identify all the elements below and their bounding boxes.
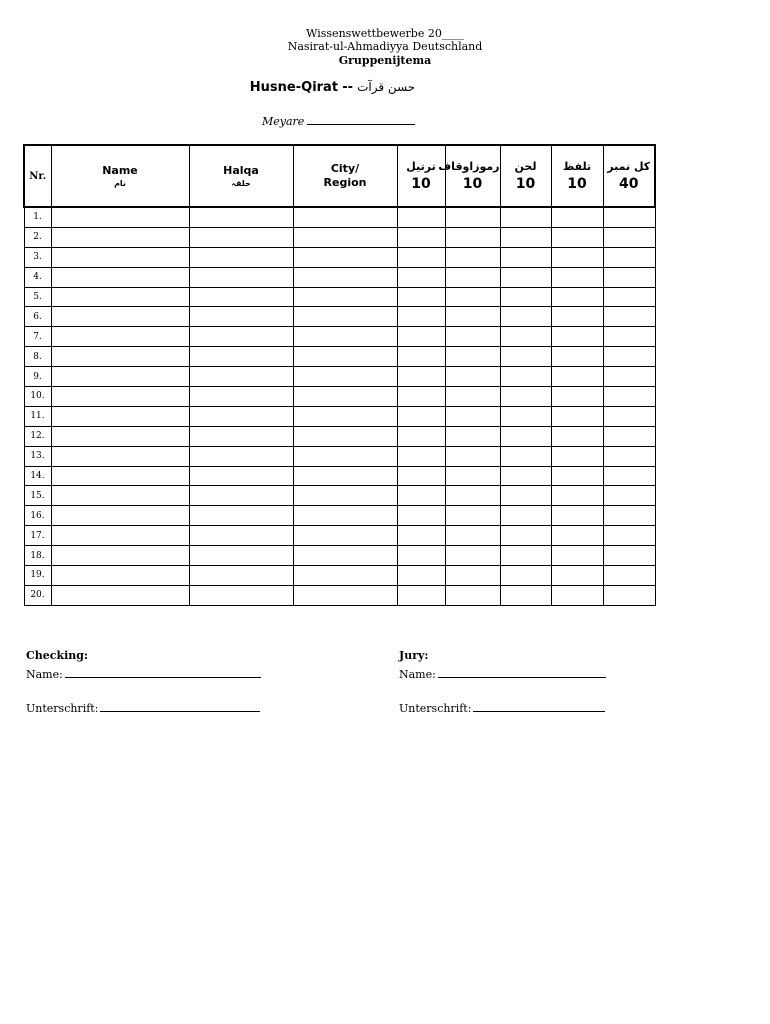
city-region-cell[interactable] — [293, 566, 397, 586]
total-cell[interactable] — [603, 486, 655, 506]
row-number: 9. — [24, 367, 51, 387]
rumooz-auqaf-cell[interactable] — [445, 307, 500, 327]
halqa-cell[interactable] — [189, 585, 293, 605]
lahn-cell[interactable] — [500, 307, 551, 327]
meyare-field — [262, 115, 415, 128]
row-number: 10. — [24, 387, 51, 407]
tarteel-cell[interactable] — [397, 526, 445, 546]
tarteel-cell[interactable] — [397, 327, 445, 347]
row-number: 16. — [24, 506, 51, 526]
rumooz-auqaf-cell[interactable] — [445, 546, 500, 566]
total-cell[interactable] — [603, 367, 655, 387]
halqa-cell[interactable] — [189, 506, 293, 526]
rumooz-auqaf-cell[interactable] — [445, 426, 500, 446]
row-number: 8. — [24, 347, 51, 367]
talaffuz-cell[interactable] — [551, 546, 603, 566]
rumooz-auqaf-cell[interactable] — [445, 406, 500, 426]
row-number: 15. — [24, 486, 51, 506]
halqa-cell[interactable] — [189, 406, 293, 426]
city-region-cell[interactable] — [293, 247, 397, 267]
total-cell[interactable] — [603, 347, 655, 367]
total-cell[interactable] — [603, 406, 655, 426]
rumooz-auqaf-cell[interactable] — [445, 566, 500, 586]
checking-name-label: Name: — [26, 668, 63, 681]
table-row — [24, 585, 655, 605]
table-header-row — [24, 145, 655, 207]
lahn-cell[interactable] — [500, 387, 551, 407]
checking-name-field — [26, 668, 261, 681]
total-cell[interactable] — [603, 466, 655, 486]
city-region-cell[interactable] — [293, 227, 397, 247]
talaffuz-cell[interactable] — [551, 267, 603, 287]
name-cell[interactable] — [51, 406, 189, 426]
lahn-cell[interactable] — [500, 566, 551, 586]
table-row — [24, 307, 655, 327]
halqa-cell[interactable] — [189, 367, 293, 387]
name-cell[interactable] — [51, 446, 189, 466]
rumooz-auqaf-cell[interactable] — [445, 347, 500, 367]
tarteel-cell[interactable] — [397, 387, 445, 407]
lahn-cell[interactable] — [500, 207, 551, 227]
column-header-city-region: City/ Region — [293, 145, 397, 207]
lahn-cell[interactable] — [500, 247, 551, 267]
name-cell[interactable] — [51, 327, 189, 347]
row-number: 1. — [24, 207, 51, 227]
column-header-tarteel: ترتیل 10 — [397, 145, 445, 207]
total-cell[interactable] — [603, 307, 655, 327]
total-cell[interactable] — [603, 526, 655, 546]
talaffuz-cell[interactable] — [551, 327, 603, 347]
tarteel-cell[interactable] — [397, 566, 445, 586]
total-cell[interactable] — [603, 585, 655, 605]
name-cell[interactable] — [51, 367, 189, 387]
rumooz-auqaf-cell[interactable] — [445, 367, 500, 387]
table-row — [24, 227, 655, 247]
name-cell[interactable] — [51, 585, 189, 605]
talaffuz-cell[interactable] — [551, 287, 603, 307]
checking-signature-label: Unterschrift: — [26, 702, 99, 715]
rumooz-auqaf-cell[interactable] — [445, 207, 500, 227]
tarteel-cell[interactable] — [397, 426, 445, 446]
talaffuz-cell[interactable] — [551, 347, 603, 367]
row-number: 7. — [24, 327, 51, 347]
talaffuz-cell[interactable] — [551, 426, 603, 446]
rumooz-auqaf-cell[interactable] — [445, 287, 500, 307]
checking-heading: Checking: — [26, 649, 88, 662]
table-row — [24, 387, 655, 407]
name-cell[interactable] — [51, 287, 189, 307]
column-header-name: Name نام — [51, 145, 189, 207]
table-row — [24, 426, 655, 446]
lahn-cell[interactable] — [500, 347, 551, 367]
column-header-talaffuz: تلفظ 10 — [551, 145, 603, 207]
checking-signature-line[interactable] — [100, 711, 260, 712]
column-header-nr: Nr. — [24, 145, 51, 207]
city-region-cell[interactable] — [293, 307, 397, 327]
rumooz-auqaf-cell[interactable] — [445, 327, 500, 347]
jury-signature-label: Unterschrift: — [399, 702, 472, 715]
city-region-cell[interactable] — [293, 347, 397, 367]
table-row — [24, 506, 655, 526]
halqa-cell[interactable] — [189, 387, 293, 407]
name-cell[interactable] — [51, 247, 189, 267]
name-cell[interactable] — [51, 426, 189, 446]
name-cell[interactable] — [51, 347, 189, 367]
name-cell[interactable] — [51, 207, 189, 227]
table-row — [24, 267, 655, 287]
talaffuz-cell[interactable] — [551, 486, 603, 506]
lahn-cell[interactable] — [500, 585, 551, 605]
table-row — [24, 207, 655, 227]
rumooz-auqaf-cell[interactable] — [445, 466, 500, 486]
halqa-cell[interactable] — [189, 327, 293, 347]
talaffuz-cell[interactable] — [551, 367, 603, 387]
lahn-cell[interactable] — [500, 267, 551, 287]
talaffuz-cell[interactable] — [551, 387, 603, 407]
lahn-cell[interactable] — [500, 287, 551, 307]
jury-signature-line[interactable] — [473, 711, 605, 712]
halqa-cell[interactable] — [189, 526, 293, 546]
city-region-cell[interactable] — [293, 486, 397, 506]
rumooz-auqaf-cell[interactable] — [445, 227, 500, 247]
halqa-cell[interactable] — [189, 227, 293, 247]
city-region-cell[interactable] — [293, 546, 397, 566]
table-row — [24, 446, 655, 466]
row-number: 4. — [24, 267, 51, 287]
rumooz-auqaf-cell[interactable] — [445, 506, 500, 526]
tarteel-cell[interactable] — [397, 585, 445, 605]
lahn-cell[interactable] — [500, 466, 551, 486]
city-region-cell[interactable] — [293, 466, 397, 486]
name-cell[interactable] — [51, 387, 189, 407]
row-number: 19. — [24, 566, 51, 586]
talaffuz-cell[interactable] — [551, 585, 603, 605]
column-header-rumooz-auqaf: رموزاوقاف 10 — [445, 145, 500, 207]
table-row — [24, 466, 655, 486]
name-cell[interactable] — [51, 566, 189, 586]
jury-name-line[interactable] — [438, 677, 606, 678]
column-header-lahn: لحن 10 — [500, 145, 551, 207]
score-table — [23, 144, 656, 606]
city-region-cell[interactable] — [293, 367, 397, 387]
halqa-cell[interactable] — [189, 566, 293, 586]
halqa-cell[interactable] — [189, 307, 293, 327]
talaffuz-cell[interactable] — [551, 227, 603, 247]
meyare-blank-line[interactable] — [307, 124, 415, 125]
lahn-cell[interactable] — [500, 546, 551, 566]
row-number: 14. — [24, 466, 51, 486]
lahn-cell[interactable] — [500, 367, 551, 387]
halqa-cell[interactable] — [189, 347, 293, 367]
row-number: 2. — [24, 227, 51, 247]
lahn-cell[interactable] — [500, 506, 551, 526]
city-region-cell[interactable] — [293, 287, 397, 307]
total-cell[interactable] — [603, 546, 655, 566]
tarteel-cell[interactable] — [397, 406, 445, 426]
city-region-cell[interactable] — [293, 506, 397, 526]
name-cell[interactable] — [51, 546, 189, 566]
talaffuz-cell[interactable] — [551, 506, 603, 526]
jury-signature-field — [399, 702, 605, 715]
city-region-cell[interactable] — [293, 387, 397, 407]
competition-title: Wissenswettbewerbe 20____ — [306, 27, 464, 40]
halqa-cell[interactable] — [189, 287, 293, 307]
tarteel-cell[interactable] — [397, 367, 445, 387]
row-number: 18. — [24, 546, 51, 566]
total-cell[interactable] — [603, 247, 655, 267]
total-cell[interactable] — [603, 506, 655, 526]
row-number: 20. — [24, 585, 51, 605]
halqa-cell[interactable] — [189, 247, 293, 267]
talaffuz-cell[interactable] — [551, 446, 603, 466]
rumooz-auqaf-cell[interactable] — [445, 585, 500, 605]
row-number: 6. — [24, 307, 51, 327]
name-cell[interactable] — [51, 307, 189, 327]
row-number: 3. — [24, 247, 51, 267]
city-region-cell[interactable] — [293, 585, 397, 605]
name-cell[interactable] — [51, 227, 189, 247]
tarteel-cell[interactable] — [397, 446, 445, 466]
lahn-cell[interactable] — [500, 526, 551, 546]
table-row — [24, 406, 655, 426]
tarteel-cell[interactable] — [397, 466, 445, 486]
event-name: Gruppenijtema — [338, 54, 432, 67]
talaffuz-cell[interactable] — [551, 247, 603, 267]
row-number: 12. — [24, 426, 51, 446]
halqa-cell[interactable] — [189, 267, 293, 287]
table-row — [24, 526, 655, 546]
form-title-urdu: حسن قرآت — [357, 80, 416, 94]
total-cell[interactable] — [603, 566, 655, 586]
city-region-cell[interactable] — [293, 446, 397, 466]
lahn-cell[interactable] — [500, 227, 551, 247]
checking-name-line[interactable] — [65, 677, 261, 678]
column-header-halqa: Halqa حلقہ — [189, 145, 293, 207]
talaffuz-cell[interactable] — [551, 466, 603, 486]
tarteel-cell[interactable] — [397, 227, 445, 247]
checking-signature-field — [26, 702, 260, 715]
table-row — [24, 566, 655, 586]
name-cell[interactable] — [51, 267, 189, 287]
lahn-cell[interactable] — [500, 486, 551, 506]
tarteel-cell[interactable] — [397, 347, 445, 367]
tarteel-cell[interactable] — [397, 267, 445, 287]
rumooz-auqaf-cell[interactable] — [445, 526, 500, 546]
tarteel-cell[interactable] — [397, 247, 445, 267]
rumooz-auqaf-cell[interactable] — [445, 387, 500, 407]
city-region-cell[interactable] — [293, 526, 397, 546]
table-row — [24, 287, 655, 307]
total-cell[interactable] — [603, 426, 655, 446]
lahn-cell[interactable] — [500, 446, 551, 466]
total-cell[interactable] — [603, 387, 655, 407]
lahn-cell[interactable] — [500, 327, 551, 347]
tarteel-cell[interactable] — [397, 546, 445, 566]
talaffuz-cell[interactable] — [551, 207, 603, 227]
halqa-cell[interactable] — [189, 546, 293, 566]
jury-name-label: Name: — [399, 668, 436, 681]
table-row — [24, 247, 655, 267]
tarteel-cell[interactable] — [397, 307, 445, 327]
lahn-cell[interactable] — [500, 406, 551, 426]
total-cell[interactable] — [603, 287, 655, 307]
row-number: 13. — [24, 446, 51, 466]
city-region-cell[interactable] — [293, 426, 397, 446]
city-region-cell[interactable] — [293, 406, 397, 426]
tarteel-cell[interactable] — [397, 207, 445, 227]
form-title — [0, 80, 665, 95]
rumooz-auqaf-cell[interactable] — [445, 446, 500, 466]
name-cell[interactable] — [51, 486, 189, 506]
name-cell[interactable] — [51, 466, 189, 486]
halqa-cell[interactable] — [189, 486, 293, 506]
jury-name-field — [399, 668, 606, 681]
row-number: 11. — [24, 406, 51, 426]
name-cell[interactable] — [51, 526, 189, 546]
city-region-cell[interactable] — [293, 207, 397, 227]
lahn-cell[interactable] — [500, 426, 551, 446]
talaffuz-cell[interactable] — [551, 566, 603, 586]
rumooz-auqaf-cell[interactable] — [445, 247, 500, 267]
city-region-cell[interactable] — [293, 267, 397, 287]
talaffuz-cell[interactable] — [551, 307, 603, 327]
halqa-cell[interactable] — [189, 207, 293, 227]
total-cell[interactable] — [603, 207, 655, 227]
row-number: 5. — [24, 287, 51, 307]
name-cell[interactable] — [51, 506, 189, 526]
total-cell[interactable] — [603, 327, 655, 347]
halqa-cell[interactable] — [189, 426, 293, 446]
total-cell[interactable] — [603, 227, 655, 247]
halqa-cell[interactable] — [189, 446, 293, 466]
table-row — [24, 546, 655, 566]
meyare-label: Meyare — [262, 115, 305, 128]
tarteel-cell[interactable] — [397, 506, 445, 526]
column-header-total: کل نمبر 40 — [603, 145, 655, 207]
halqa-cell[interactable] — [189, 466, 293, 486]
tarteel-cell[interactable] — [397, 486, 445, 506]
organization-name: Nasirat-ul-Ahmadiyya Deutschland — [287, 40, 483, 53]
rumooz-auqaf-cell[interactable] — [445, 486, 500, 506]
jury-heading: Jury: — [399, 649, 429, 662]
table-row — [24, 367, 655, 387]
table-row — [24, 486, 655, 506]
tarteel-cell[interactable] — [397, 287, 445, 307]
talaffuz-cell[interactable] — [551, 526, 603, 546]
table-row — [24, 327, 655, 347]
total-cell[interactable] — [603, 446, 655, 466]
city-region-cell[interactable] — [293, 327, 397, 347]
row-number: 17. — [24, 526, 51, 546]
talaffuz-cell[interactable] — [551, 406, 603, 426]
form-title-latin: Husne-Qirat — [249, 80, 339, 95]
rumooz-auqaf-cell[interactable] — [445, 267, 500, 287]
table-row — [24, 347, 655, 367]
total-cell[interactable] — [603, 267, 655, 287]
form-title-separator: -- — [342, 80, 353, 95]
